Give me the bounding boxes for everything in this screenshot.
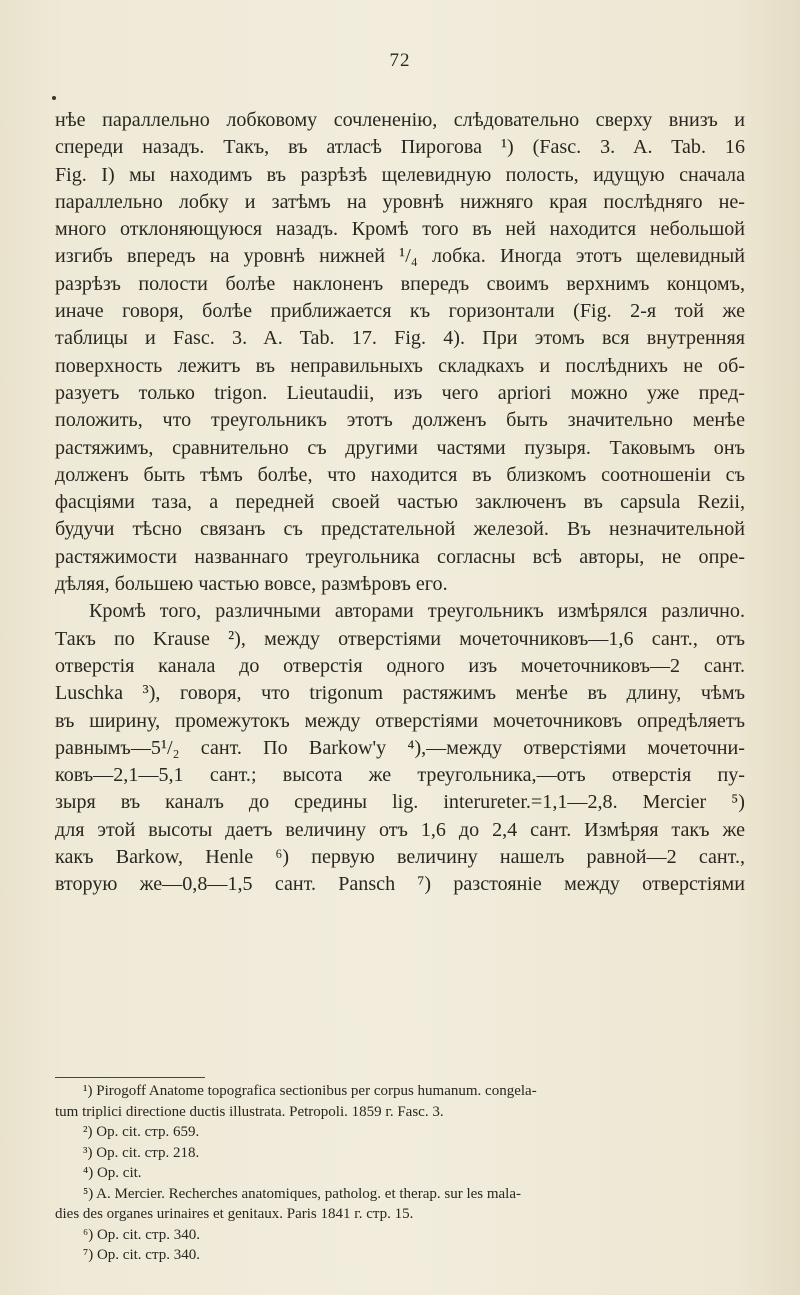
footnote-line: tum triplici directione ductis illustrata. Petropoli. 1859 г. Fasc. 3. bbox=[55, 1103, 444, 1120]
page-number: 72 bbox=[389, 50, 411, 71]
text-line: разрѣзъ полости болѣе наклоненъ впередъ своимъ верхнимъ концомъ, bbox=[55, 272, 745, 295]
text-line: ковъ—2,1—5,1 сант.; высота же треугольника,—отъ отверстія пу- bbox=[55, 764, 745, 787]
text-line: Кромѣ того, различными авторами треугольникъ измѣрялся различно. bbox=[89, 600, 745, 623]
text-line: будучи тѣсно связанъ съ предстательной железой. Въ незначительной bbox=[55, 518, 745, 541]
text-line: долженъ быть тѣмъ болѣе, что находится въ близкомъ соотношеніи съ bbox=[55, 463, 745, 486]
text-line: зыря въ каналъ до средины lig. interureter.=1,1—2,8. Mercier ⁵) bbox=[55, 791, 745, 814]
text-line: иначе говоря, болѣе приближается къ горизонтали (Fig. 2-я той же bbox=[55, 300, 745, 323]
text-line: поверхность лежитъ въ неправильныхъ складкахъ и послѣднихъ не об- bbox=[55, 354, 745, 377]
footnote-line: dies des organes urinaires et genitaux. Paris 1841 г. стр. 15. bbox=[55, 1206, 414, 1222]
text-line: растяжимости названнаго треугольника согласны всѣ авторы, не опре- bbox=[55, 545, 745, 568]
text-line: спереди назадъ. Такъ, въ атласѣ Пирогова ¹) (Fasc. 3. A. Tab. 16 bbox=[55, 136, 745, 159]
text-line: много отклоняющуюся назадъ. Кромѣ того въ ней находится небольшой bbox=[55, 218, 745, 241]
footnote-line: ⁶) Op. cit. стр. 340. bbox=[83, 1226, 200, 1243]
text-line: дѣляя, большею частью вовсе, размѣровъ его. bbox=[55, 573, 448, 596]
text-line: таблицы и Fasc. 3. A. Tab. 17. Fig. 4). При этомъ вся внутренняя bbox=[55, 327, 745, 350]
text-line: вторую же—0,8—1,5 сант. Pansch ⁷) разстояніе между отверстіями bbox=[55, 873, 745, 896]
text-line: Fig. I) мы находимъ въ разрѣзѣ щелевидную полость, идущую сначала bbox=[55, 163, 745, 186]
paragraph-1 bbox=[55, 107, 745, 598]
text-line: положить, что треугольникъ этотъ долженъ быть значительно менѣе bbox=[55, 409, 745, 432]
footnote-line: ⁴) Op. cit. bbox=[83, 1165, 142, 1181]
paragraph-2 bbox=[55, 598, 745, 898]
text-line: нѣе параллельно лобковому сочлененію, слѣдовательно сверху внизъ и bbox=[55, 109, 745, 131]
text-line: Такъ по Krause ²), между отверстіями мочеточниковъ—1,6 сант., отъ bbox=[55, 627, 745, 650]
text-line: Luschka ³), говоря, что trigonum растяжимъ менѣе въ длину, чѣмъ bbox=[55, 682, 745, 705]
footnote-line: ¹) Pirogoff Anatome topografica sectionibus per corpus humanum. congela- bbox=[83, 1083, 537, 1099]
text-line: параллельно лобку и затѣмъ на уровнѣ нижняго края послѣдняго не- bbox=[55, 190, 745, 213]
text-line: фасціями таза, а передней своей частью заключенъ въ capsula Rezii, bbox=[55, 491, 745, 514]
footnote-line: ²) Op. cit. стр. 659. bbox=[83, 1124, 200, 1140]
text-line: равнымъ—5¹/₂ сант. По Barkow'у ⁴),—между отверстіями мочеточни- bbox=[55, 736, 745, 759]
footnote-line: ⁵) A. Mercier. Recherches anatomiques, patholog. et therap. sur les mala- bbox=[83, 1185, 521, 1202]
main-text bbox=[55, 107, 745, 899]
text-line: для этой высоты даетъ величину отъ 1,6 до 2,4 сант. Измѣряя такъ же bbox=[55, 818, 745, 841]
footnote-line: ³) Op. cit. стр. 218. bbox=[83, 1144, 200, 1161]
footnote-line: ⁷) Op. cit. стр. 340. bbox=[83, 1247, 200, 1263]
print-speck bbox=[52, 96, 56, 100]
footnotes bbox=[55, 1081, 745, 1266]
text-line: изгибъ впередъ на уровнѣ нижней ¹/₄ лобка. Иногда этотъ щелевидный bbox=[55, 245, 745, 268]
text-line: растяжимъ, сравнительно съ другими частями пузыря. Таковымъ онъ bbox=[55, 436, 745, 459]
text-line: отверстія канала до отверстія одного изъ мочеточниковъ—2 сант. bbox=[55, 654, 745, 677]
footnote-divider bbox=[55, 1077, 205, 1078]
text-line: въ ширину, промежутокъ между отверстіями мочеточниковъ опредѣляетъ bbox=[55, 709, 745, 732]
text-line: разуетъ только trigon. Lieutaudii, изъ чего apriori можно уже пред- bbox=[55, 381, 745, 404]
text-line: какъ Barkow, Henle ⁶) первую величину нашелъ равной—2 сант., bbox=[55, 846, 745, 869]
